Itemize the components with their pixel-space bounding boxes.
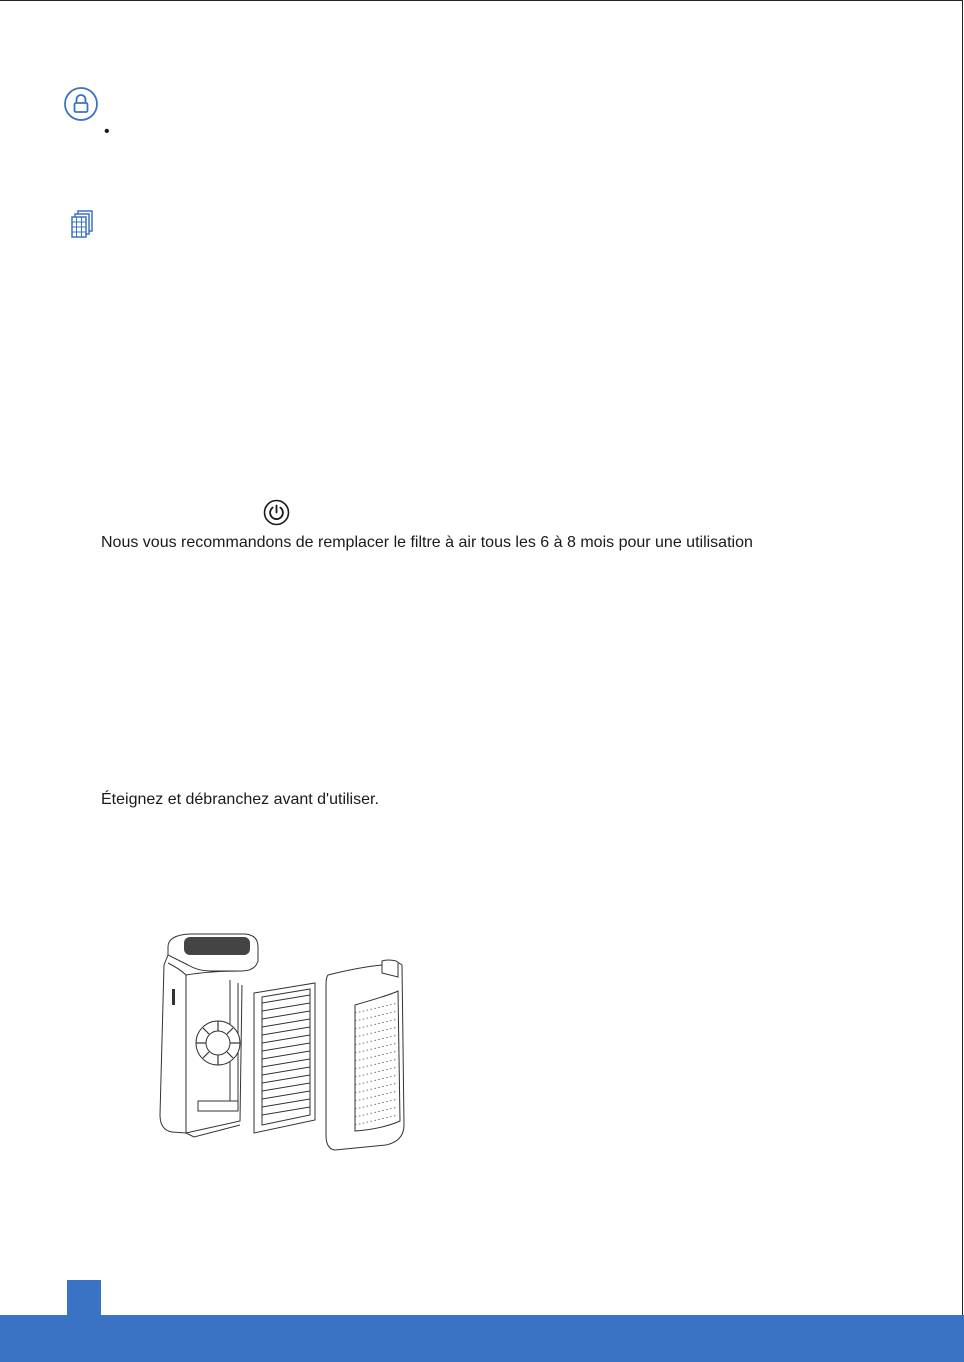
filter-icon [70, 209, 96, 239]
power-icon [263, 499, 290, 526]
bullet-point: • [104, 123, 110, 140]
filter-panel [254, 983, 315, 1133]
filter-recommendation-text: Nous vous recommandons de remplacer le filtre à air tous les 6 à 8 mois pour une utilisation [101, 534, 753, 551]
lock-icon [63, 86, 99, 122]
air-purifier-exploded-illustration [150, 925, 420, 1155]
purifier-body [160, 934, 258, 1137]
unplug-instruction-text: Éteignez et débranchez avant d'utiliser. [101, 791, 379, 808]
footer-band [0, 1315, 964, 1362]
front-cover [326, 960, 404, 1150]
page-number-tab [67, 1280, 101, 1320]
